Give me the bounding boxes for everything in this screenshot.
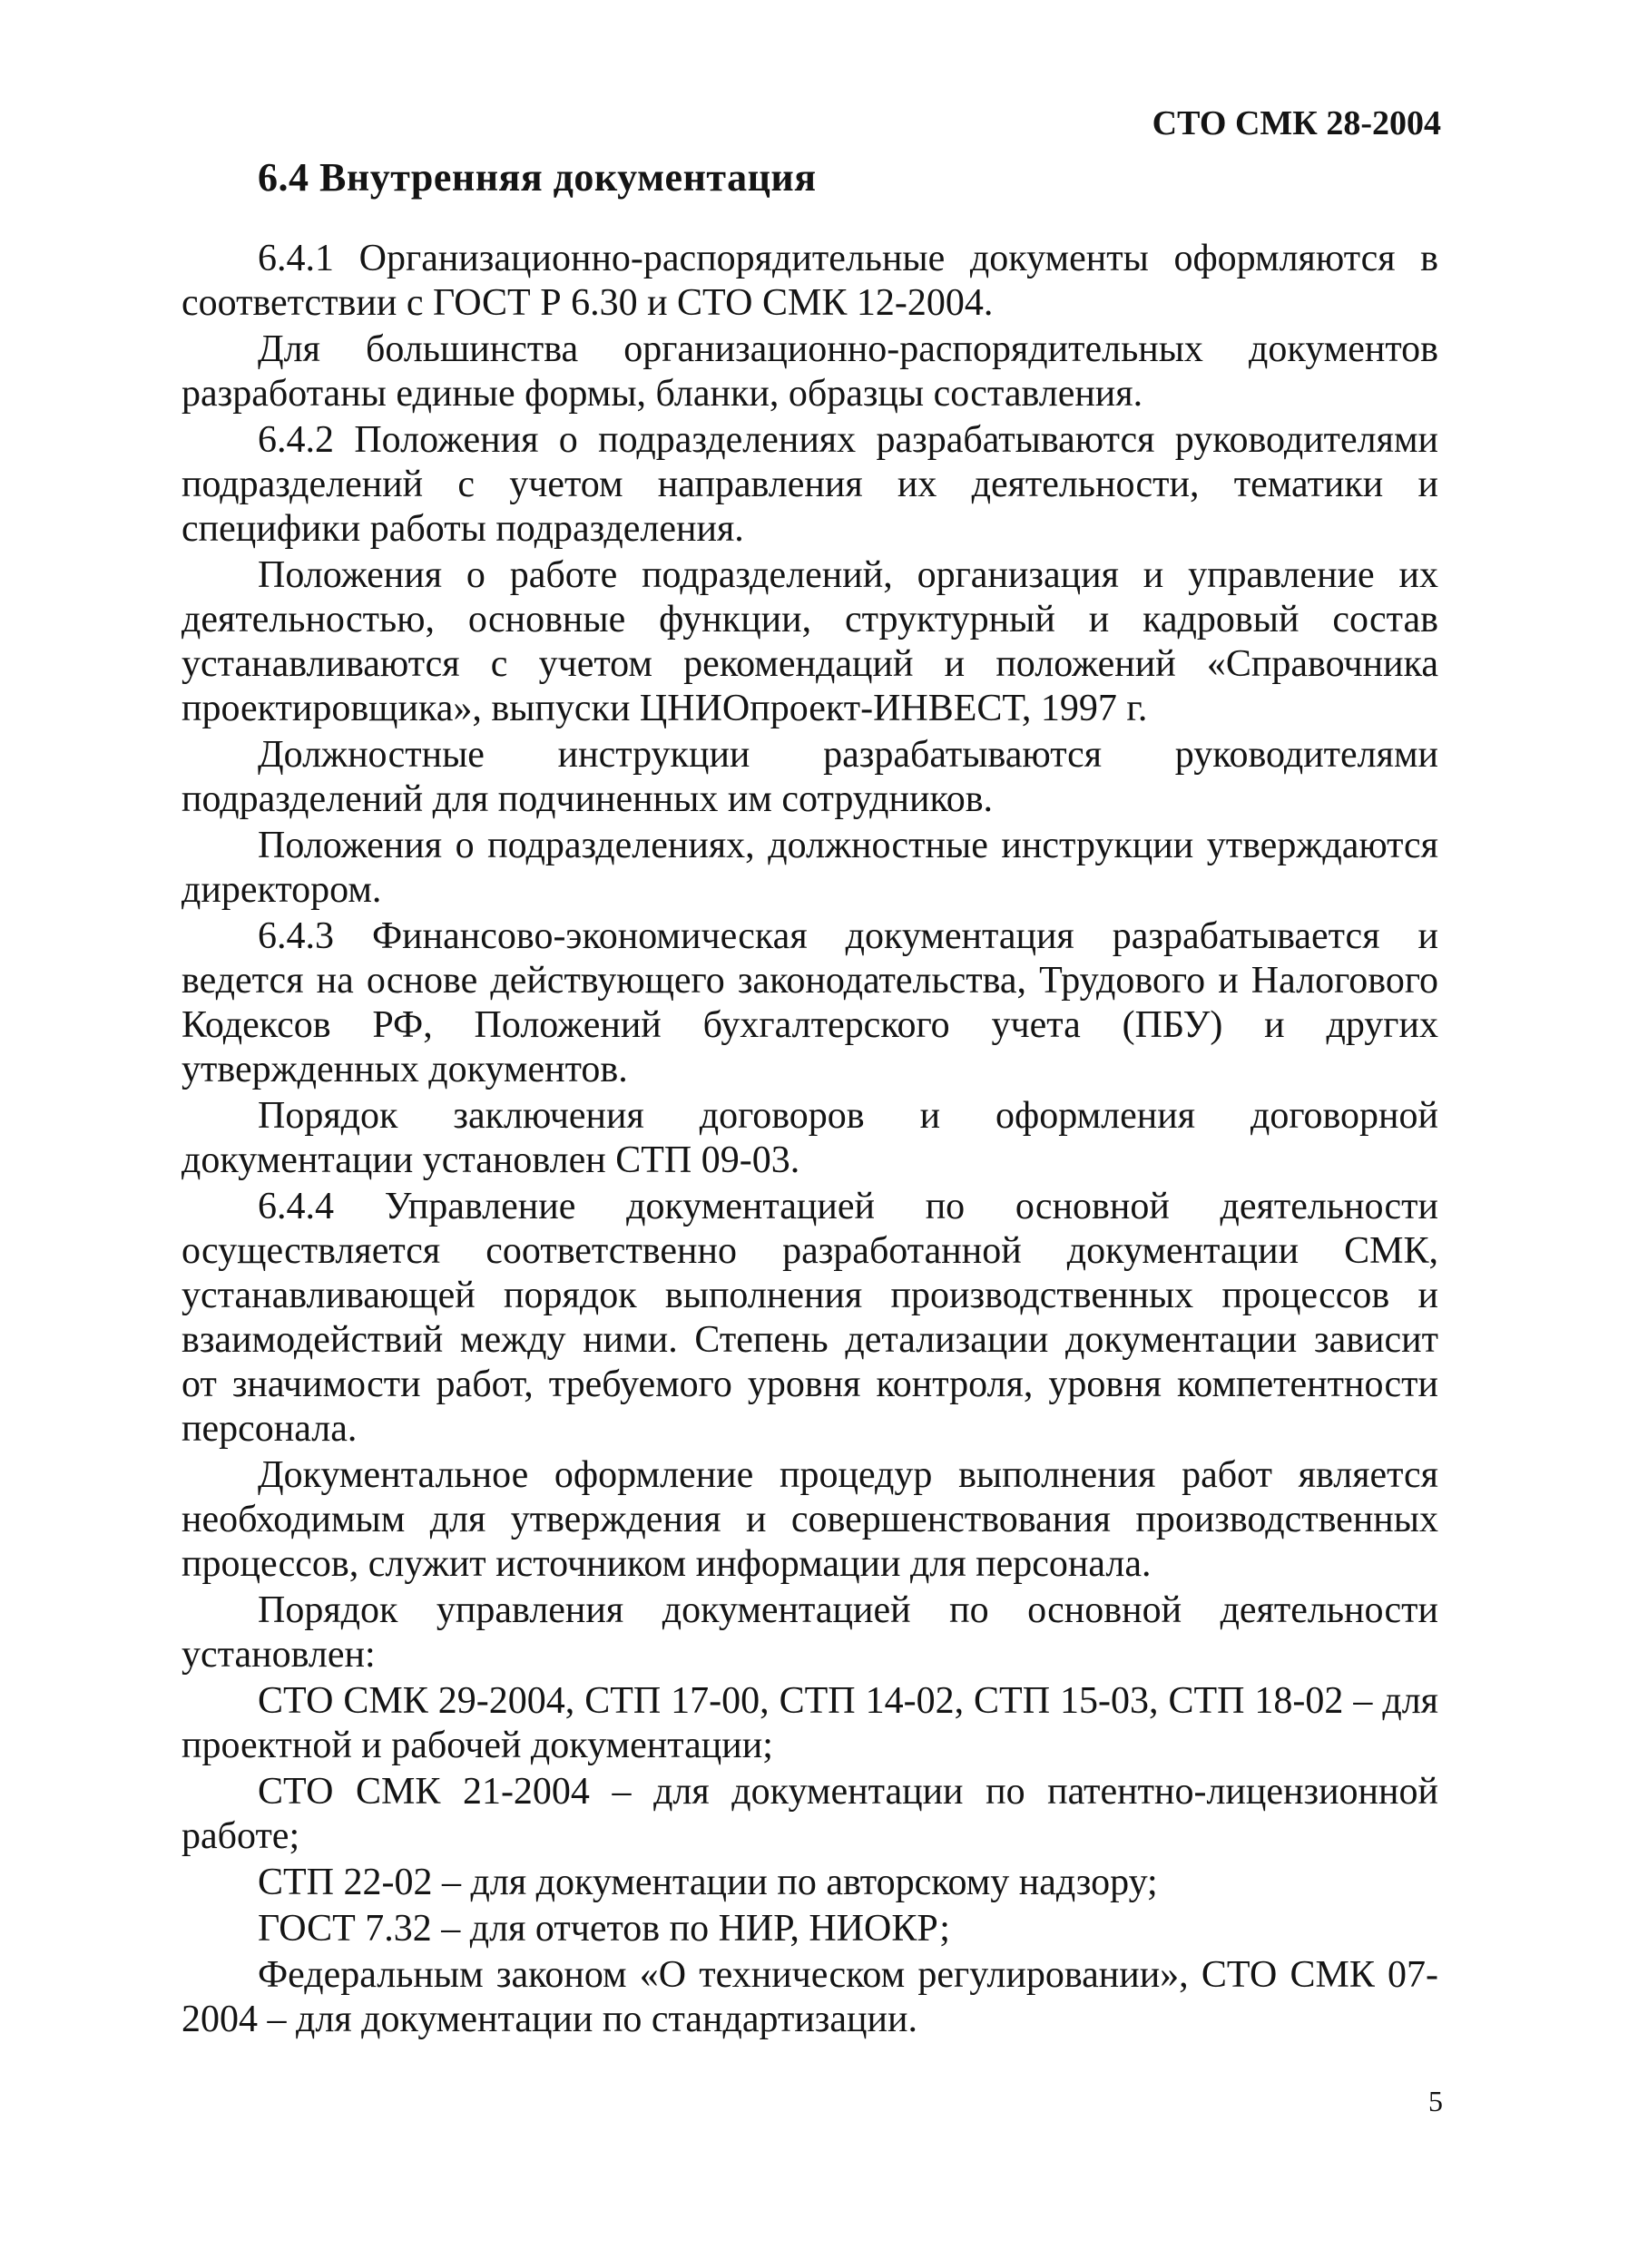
paragraph-department-regulations: Положения о работе подразделений, организация и управление их деятельностью, основные функции, структурный и кадровый состав устанавливаются с учетом рекомендаций и положений «Справочника проектировщика», выпуски ЦНИОпроект-ИНВЕСТ, 1997 г. — [181, 554, 1438, 729]
list-item-supervision-docs: СТП 22-02 – для документации по авторскому надзору; — [258, 1862, 1158, 1903]
page-number: 5 — [1428, 2085, 1443, 2117]
paragraph-6-4-1: 6.4.1 Организационно-распорядительные документы оформляются в соответствии с ГОСТ Р 6.30 и СТО СМК 12-2004. — [181, 238, 1438, 324]
list-item-standardization-docs: Федеральным законом «О техническом регулировании», СТО СМК 07-2004 – для документации по стандартизации. — [181, 1954, 1438, 2040]
paragraph-procedures: Документальное оформление процедур выполнения работ является необходимым для утверждения и совершенствования производственных процессов, служит источником информации для персонала. — [181, 1454, 1438, 1585]
section-title: 6.4 Внутренняя документация — [258, 155, 817, 200]
paragraph-unified-forms: Для большинства организационно-распорядительных документов разработаны единые формы, бланки, образцы составления. — [181, 328, 1438, 415]
list-item-design-docs: СТО СМК 29-2004, СТП 17-00, СТП 14-02, СТП 15-03, СТП 18-02 – для проектной и рабочей документации; — [181, 1680, 1438, 1766]
paragraph-management-order: Порядок управления документацией по основной деятельности установлен: — [181, 1589, 1438, 1676]
paragraph-6-4-2: 6.4.2 Положения о подразделениях разрабатываются руководителями подразделений с учетом направления их деятельности, тематики и специфики работы подразделения. — [181, 419, 1438, 550]
list-item-research-reports: ГОСТ 7.32 – для отчетов по НИР, НИОКР; — [258, 1908, 950, 1950]
document-code: СТО СМК 28-2004 — [1152, 104, 1441, 142]
list-item-patent-docs: СТО СМК 21-2004 – для документации по патентно-лицензионной работе; — [181, 1771, 1438, 1857]
paragraph-6-4-4: 6.4.4 Управление документацией по основной деятельности осуществляется соответственно разработанной документации СМК, устанавливающей порядок выполнения производственных процессов и взаимодействий между ними. Степень детализации документации зависит от значимости работ, требуемого уровня контроля, уровня компетентности персонала. — [181, 1186, 1438, 1450]
paragraph-job-instructions: Должностные инструкции разрабатываются руководителями подразделений для подчиненных им сотрудников. — [181, 734, 1438, 820]
page-content — [181, 154, 1438, 2042]
paragraph-6-4-3: 6.4.3 Финансово-экономическая документация разрабатывается и ведется на основе действующего законодательства, Трудового и Налогового Кодексов РФ, Положений бухгалтерского учета (ПБУ) и других утвержденных документов. — [181, 915, 1438, 1090]
paragraph-contracts: Порядок заключения договоров и оформления договорной документации установлен СТП 09-03. — [181, 1095, 1438, 1181]
paragraph-approval: Положения о подразделениях, должностные инструкции утверждаются директором. — [181, 825, 1438, 911]
